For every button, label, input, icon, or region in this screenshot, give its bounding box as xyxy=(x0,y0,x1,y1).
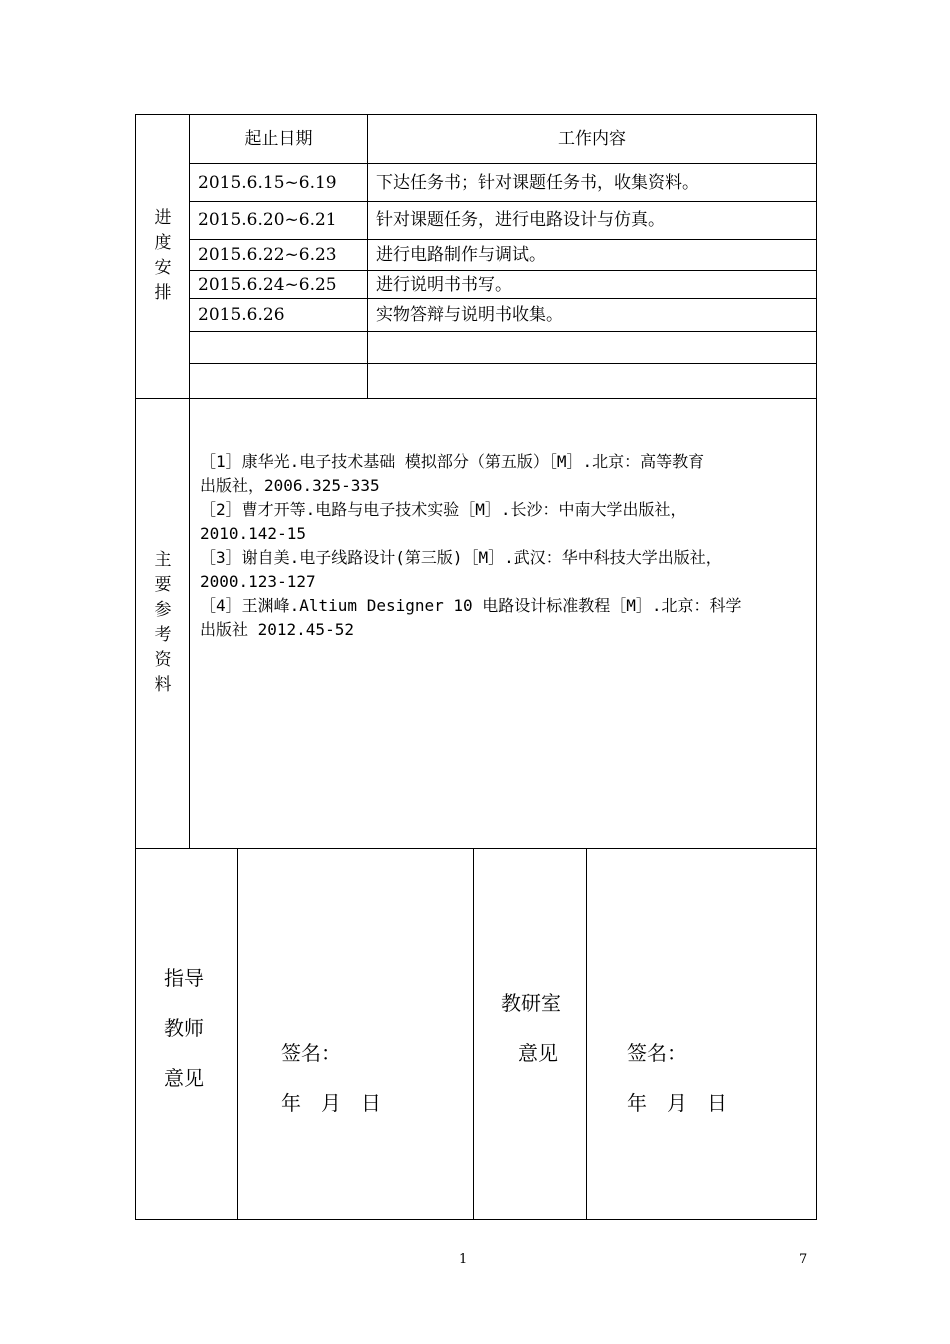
reference-line: ［1］康华光.电子技术基础 模拟部分（第五版）［M］.北京：高等教育 xyxy=(200,452,705,471)
schedule-row-date: 2015.6.20~6.21 xyxy=(198,210,337,230)
schedule-row-content: 进行说明书书写。 xyxy=(376,275,512,295)
reference-line: 出版社 2012.45-52 xyxy=(200,620,354,639)
office-signature-label: 签名： xyxy=(627,1041,687,1065)
schedule-row-line xyxy=(189,270,817,271)
schedule-label-divider xyxy=(189,114,190,848)
schedule-row-line xyxy=(189,298,817,299)
schedule-row-line xyxy=(189,363,817,364)
reference-line: 出版社，2006.325-335 xyxy=(200,476,380,495)
signoff-divider-3 xyxy=(586,848,587,1220)
schedule-row-content: 下达任务书；针对课题任务书，收集资料。 xyxy=(376,173,699,193)
reference-line: 2000.123-127 xyxy=(200,572,316,591)
page-number-left: 1 xyxy=(459,1252,468,1267)
schedule-row-date: 2015.6.26 xyxy=(198,305,285,325)
references-section-label: 主要参考资料 xyxy=(154,550,172,695)
reference-line: 2010.142-15 xyxy=(200,524,306,543)
signoff-divider-2 xyxy=(473,848,474,1220)
schedule-row-content: 针对课题任务，进行电路设计与仿真。 xyxy=(376,210,665,230)
table-border-top xyxy=(135,114,817,115)
schedule-row-content: 实物答辩与说明书收集。 xyxy=(376,305,563,325)
reference-line: ［4］王渊峰.Altium Designer 10 电路设计标准教程［M］.北京：科学 xyxy=(200,596,742,615)
schedule-section-bottom xyxy=(135,398,817,399)
office-label: 意见 xyxy=(518,1041,558,1065)
advisor-label: 指导 xyxy=(164,966,204,990)
schedule-section-label: 进度安排 xyxy=(154,208,172,303)
schedule-row-date: 2015.6.15~6.19 xyxy=(198,173,337,193)
reference-line: ［2］曹才开等.电路与电子技术实验［M］.长沙：中南大学出版社， xyxy=(200,500,687,519)
advisor-label: 意见 xyxy=(164,1066,204,1090)
references-list xyxy=(200,450,810,642)
office-label: 教研室 xyxy=(501,991,561,1015)
advisor-label: 教师 xyxy=(164,1016,204,1040)
schedule-row-line xyxy=(189,163,817,164)
schedule-header-content: 工作内容 xyxy=(558,129,626,149)
reference-line: ［3］谢自美.电子线路设计(第三版)［M］.武汉：华中科技大学出版社， xyxy=(200,548,722,567)
schedule-row-line xyxy=(189,239,817,240)
schedule-row-line xyxy=(189,201,817,202)
advisor-signature-label: 签名： xyxy=(281,1041,341,1065)
advisor-date-label: 年 月 日 xyxy=(281,1091,381,1115)
schedule-header-date: 起止日期 xyxy=(244,129,313,149)
table-border-left xyxy=(135,114,136,1220)
schedule-row-content: 进行电路制作与调试。 xyxy=(376,245,546,265)
signoff-divider-1 xyxy=(237,848,238,1220)
schedule-row-line xyxy=(189,331,817,332)
page-number-right: 7 xyxy=(799,1252,808,1267)
schedule-row-date: 2015.6.22~6.23 xyxy=(198,245,337,265)
table-border-right xyxy=(816,114,817,1220)
schedule-col-divider xyxy=(367,114,368,398)
schedule-row-date: 2015.6.24~6.25 xyxy=(198,275,337,295)
office-date-label: 年 月 日 xyxy=(627,1091,727,1115)
